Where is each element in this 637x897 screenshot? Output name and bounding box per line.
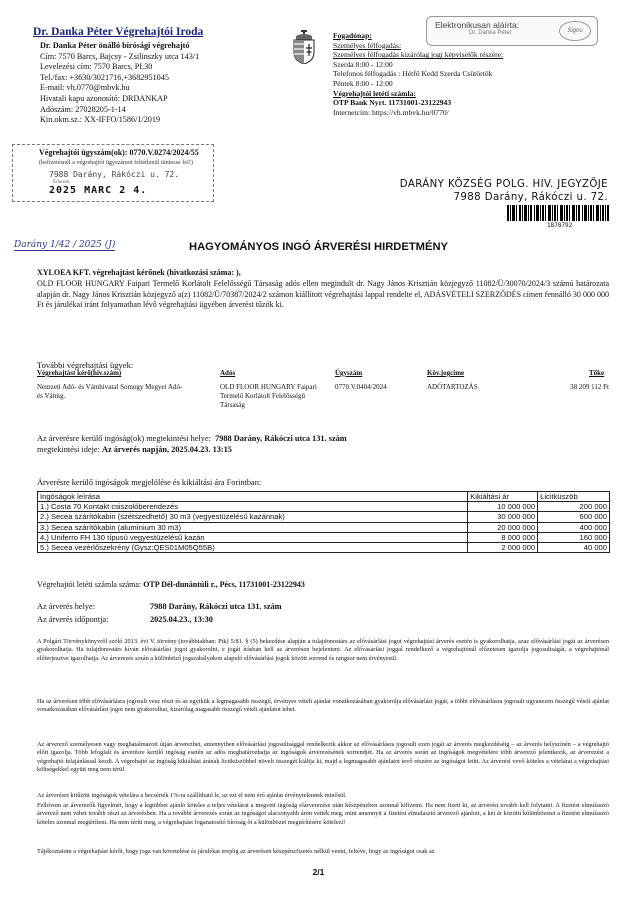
case-number: 0770.V.0404/2024: [335, 383, 387, 391]
table-row: [38, 512, 610, 522]
office-details: [40, 41, 199, 126]
esign-logo: Signo: [559, 21, 591, 41]
barcode-number: 1878792: [547, 222, 573, 229]
case-header: Köv.jogcíme: [427, 369, 465, 377]
table-header: Kikiáltási ár: [468, 492, 538, 502]
case-header: Végrehajtást kérő(hiv.szám): [37, 369, 122, 377]
office-detail-line: Adószám: 27028205-1-14: [40, 104, 126, 114]
legal-paragraph: Tájékoztatom a végrehajtást kérőt, hogy joga van követelése és járulékai erejéig az árverésen készpénzfizetés nélkül venni, feltéve, hogy az ingóságot csak az: [37, 848, 435, 855]
escrow-account: [37, 580, 305, 589]
case-legal-title: ADÓTARTOZÁS: [427, 383, 478, 391]
item-price: 8 000 000: [468, 532, 538, 542]
table-row: [38, 542, 610, 552]
received-stamp: [12, 144, 214, 202]
item-price: 2 000 000: [468, 542, 538, 552]
auction-time: 2025.04.23., 13:30: [150, 614, 213, 624]
case-header: Adós: [220, 369, 236, 377]
item-bid-step: 200 000: [538, 502, 610, 512]
case-number-note: (befizetésnél a végrehajtói ügyszámot feltétlenül tüntesse fel!): [39, 159, 193, 166]
document-title: HAGYOMÁNYOS INGÓ ÁRVERÉSI HIRDETMÉNY: [188, 241, 448, 253]
office-name: Dr. Danka Péter Végrehajtói Iroda: [33, 26, 204, 38]
recipient-line: DARÁNY KÖZSÉG POLG. HIV. JEGYZŐJE: [399, 179, 608, 190]
intro-line: XYLOEA KFT. végrehajtást kérőnek (hivatkozási száma: ),: [37, 268, 241, 277]
table-row: [38, 532, 610, 542]
stamp-date: 2025 MARC 2 4.: [49, 185, 148, 196]
office-detail-line: Cím: 7570 Barcs, Bajcsy - Zsilinszky utca 143/1: [40, 51, 200, 61]
item-description: 1.) Costa 70 Kontakt csiszolóberendezés: [38, 502, 468, 512]
item-price: 10 000 000: [468, 502, 538, 512]
office-hours-line: Személyes félfogadás kizárólag jogi képviselők részére:: [333, 50, 504, 60]
auction-place: 7988 Darány, Rákóczi utca 131. szám: [150, 602, 282, 611]
account-label: Végrehajtói letéti számla száma:: [37, 580, 142, 589]
table-header-row: [38, 492, 610, 502]
item-description: 5.) Secea vezérlőszekrény (Gysz:QES01M05Q55B): [38, 542, 468, 552]
intro-paragraph: [37, 268, 609, 311]
item-bid-step: 40 000: [538, 542, 610, 552]
viewing-info: [37, 433, 347, 455]
office-hours-line: OTP Bank Nyrt. 11731001-23122943: [333, 98, 452, 108]
office-hours-line: Péntek 8:00 - 12:00: [333, 78, 393, 88]
case-debtor: OLD FLOOR HUNGARY Faipari Termelő Korlátolt Felelősségű Társaság: [220, 383, 317, 409]
item-bid-step: 600 000: [538, 512, 610, 522]
case-number: Végrehajtói ügyszám(ok): 0770.V.0274/2024/55: [39, 148, 199, 157]
recipient-line: 7988 Darány, Rákóczi u. 72.: [453, 192, 608, 203]
office-detail-line: E-mail: vh.0770@mbvk.hu: [40, 83, 130, 93]
stamp-address: 7988 Darány, Rákóczi u. 72.: [49, 170, 180, 179]
handwritten-registration: Darány 1/42 / 2025 (J): [14, 240, 116, 250]
case-creditor: Nemzeti Adó- és Vámhivatal Somogy Megyei Adó- és Vámig.: [37, 383, 183, 400]
office-hours-line: Telefonos félfogadás : Hétfő Kedd Szerda Csütörtök: [333, 69, 493, 79]
office-hours-line: Fogadónap:: [333, 31, 372, 40]
viewing-time: Az árverés napján, 2025.04.23. 13:15: [101, 445, 232, 454]
table-header: Ingóságok leírása: [38, 492, 468, 502]
item-description: 2.) Secea szárítókabin (szétszedhető) 30 m3 (vegyestüzelésű kazánnak): [38, 512, 468, 522]
office-detail-line: Hivatali kapu azonosító: DRDANKAP: [40, 93, 168, 103]
coat-of-arms-icon: [291, 30, 317, 64]
viewing-place: 7988 Darány, Rákóczi utca 131. szám: [215, 434, 347, 443]
office-detail-line: Tel./fax: +3630/3021716,+3682951045: [40, 72, 169, 82]
legal-paragraph: Felhívom az árverezők figyelmét, hogy a legtöbbet ajánló köteles a teljes vételárat a megvett ingóság elárverezése után készpénzben azonnal kifizetni. Ha nem fizeti ki, az árverést tovább kell folytatni. A fizetést elmulasztó árverező nem vehet tovább részt az árverésben. Ha a további árverezés során az ingóságot alacsonyabb áron vették meg, mint amennyit a fizetést elmulasztó árverező ajánlott, a két ár közötti különbözetet a fizetést elmulasztó köteles azonnal megtéríteni. Ha nem téríti meg, a végrehajtást foganatosító bíróság őt a különbözet megtérítésére kötelezi!: [37, 802, 609, 826]
intro-body: OLD FLOOR HUNGARY Faipari Termelő Korlátolt Felelősségű Társaság adós ellen megindult dr. Nagy János Krisztián közjegyző 11082/Ü/30070/2024/3 számú határozata alapján dr. Nagy János Krisztián közjegyző a(z) 11082/Ü/70387/2024/2 számon kiállított végrehajtási lappal rendelte el, ADÁSVÉTELI SZERZŐDÉS címen fennálló 30 000 000 Ft és járulékai iránt folyamatban lévő végrehajtási ügyében árverést tűzök ki.: [37, 278, 609, 310]
office-hours-line: Személyes félfogadás:: [333, 40, 402, 50]
viewing-place-label: Az árverésre kerülő ingóság(ok) megtekintési helye:: [37, 434, 211, 443]
item-bid-step: 160 000: [538, 532, 610, 542]
office-hours-line: Internetcím: https://vh.mbvk.hu/0770/: [333, 107, 449, 117]
office-detail-line: Kin.okm.sz.: XX-IFFO/1586/1/2019: [40, 115, 161, 125]
table-row: [38, 522, 610, 532]
case-amount: 38 209 112 Ft: [570, 383, 609, 391]
barcode-icon: [507, 205, 609, 221]
office-hours-line: Végrehajtói letéti számla:: [333, 88, 416, 98]
stamp-received: Érkezett: [53, 180, 70, 185]
office-detail-line: Dr. Danka Péter önálló bírósági végrehajtó: [40, 41, 190, 50]
case-header: Ügyszám: [335, 369, 363, 377]
case-header: Tőke: [589, 369, 605, 377]
esign-label: Elektronikusan aláírta:: [435, 20, 520, 30]
legal-paragraph: Az árverező személyesen vagy meghatalmazott útján árverezhet, amennyiben elővásárlási jogosultsággal rendelkezik akkor az elővásárlásra jogosult ezen jogát az árverés megkezdéséig – az árverés helyszínén – a végrehajtó előtt igazolja. Több lefoglalt és árverésre kerülő ingóság esetén az adós meghatározhatja az ingóságok árverezésének sorrendjét. Ha az árverés során az ingóságok megvételére több árverező jelentkezik, az árverezést a végrehajtó felajánlással kezdi. A végrehajtó az ingóság kikiáltási árának licitküszöbbel növelt összegét kiáltja ki, majd a legmagasabb ajánlatot tevő részére az ingóságot leüti. Az árverési vevő köteles a vételárat a végrehajtási költségekkel együtt meg nem térül.: [37, 741, 609, 774]
items-title: Árverésre kerülő ingóságok megjelölése és kikiáltási ára Forintban:: [37, 478, 262, 487]
electronic-signature-box: [426, 16, 598, 46]
office-hours-line: Szerda 8:00 - 12:00: [333, 59, 393, 69]
legal-paragraph: Ha az árverésen több elővásárlásra jogosult vesz részt és az egyikük a legmagasabb összegű, érvényes vételi ajánlat vonatkozásában gyakorolja elővásárlási jogát, a többi elővásárlásra jogosult ugyanezen összegű vételi ajánlat vonatkozásában elővásárlási jogot nem gyakorolhat, kizárólag magasabb összegű vételi ajánlatot tehet.: [37, 698, 609, 714]
page-number: 2/1: [312, 867, 325, 877]
account-value: OTP Dél-dunántúli r., Pécs, 11731001-23122943: [143, 580, 305, 589]
auction-place-label: Az árverés helye:: [37, 602, 96, 611]
item-bid-step: 400 000: [538, 522, 610, 532]
item-price: 20 000 000: [468, 522, 538, 532]
auction-info: [37, 601, 437, 627]
items-table: [37, 491, 610, 553]
recipient-address: [400, 178, 608, 204]
other-cases-title: További végrehajtási ügyek:: [37, 360, 134, 370]
office-detail-line: Levelezési cím: 7570 Barcs, Pf.30: [40, 62, 153, 72]
viewing-time-label: megtekintési ideje:: [37, 445, 100, 454]
legal-paragraph: Az árverésre kitűzött ingóságok vételára a becsérték 1%-ra szállítható le, az ezt el nem érő ajánlat érvénytelennek minősül.: [37, 792, 347, 799]
table-row: [38, 502, 610, 512]
legal-paragraph: A Polgári Törvénykönyvről szóló 2013. évi V. törvény (továbbiakban: Ptk) 5:81. § (5) bekezdése alapján a tulajdonostárs az elővásárlási jogot végrehajtási árverés esetén is gyakorolhatja, azaz elővásárlási jogát az árverésen gyakorolhatja. Ha tulajdonostárs kíván elővásárlási jogot gyakorolni, e jogát írásban kell az árverésen bejelenteni. Az elővásárlási joggal rendelkező a végrehajtónál előzetesen igazolja jogosultságát, a végrehajtónál előterjesztve igazolhatja. Az árverezés során a különböző jogszabályokon alapuló elővásárlási jogok között sorrend és rangsor nem érvényesül.: [37, 638, 609, 662]
auction-time-label: Az árverés időpontja:: [37, 614, 109, 624]
item-price: 30 000 000: [468, 512, 538, 522]
item-description: 3.) Secea szárítókabin (alumínium 30 m3): [38, 522, 468, 532]
item-description: 4.) Uniferro FH 130 típusú vegyestüzelésű kazán: [38, 532, 468, 542]
table-header: Licitküszöb: [538, 492, 610, 502]
esign-name: Dr. Danka Péter: [469, 30, 512, 36]
